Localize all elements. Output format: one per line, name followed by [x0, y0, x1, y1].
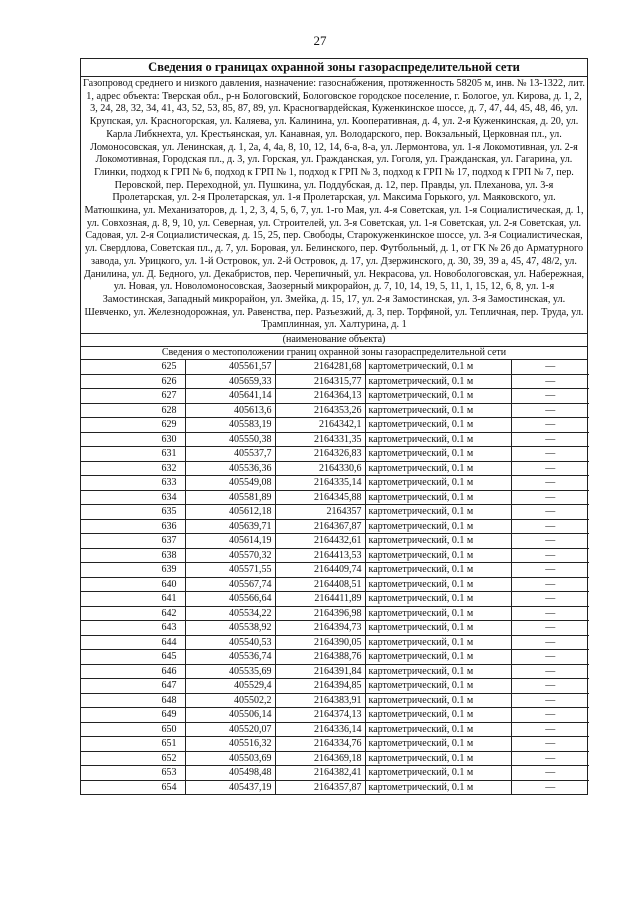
point-number: 650: [81, 722, 185, 737]
table-row: [81, 650, 589, 665]
table-row: [81, 635, 589, 650]
determination-method: картометрический, 0.1 м: [365, 621, 511, 636]
coordinate-x: 405612,18: [185, 505, 275, 520]
point-number: 647: [81, 679, 185, 694]
determination-method: картометрический, 0.1 м: [365, 577, 511, 592]
determination-method: картометрический, 0.1 м: [365, 432, 511, 447]
coordinate-y: 2164353,26: [275, 403, 365, 418]
empty-value-dash: —: [511, 476, 589, 491]
determination-method: картометрический, 0.1 м: [365, 505, 511, 520]
point-number: 626: [81, 374, 185, 389]
determination-method: картометрический, 0.1 м: [365, 447, 511, 462]
coordinate-x: 405614,19: [185, 534, 275, 549]
table-row: [81, 432, 589, 447]
table-row: [81, 577, 589, 592]
determination-method: картометрический, 0.1 м: [365, 534, 511, 549]
empty-value-dash: —: [511, 360, 589, 374]
empty-value-dash: —: [511, 461, 589, 476]
coordinate-x: 405503,69: [185, 751, 275, 766]
table-row: [81, 519, 589, 534]
empty-value-dash: —: [511, 722, 589, 737]
table-row: [81, 505, 589, 520]
coordinate-y: 2164409,74: [275, 563, 365, 578]
coordinate-x: 405536,74: [185, 650, 275, 665]
table-row: [81, 461, 589, 476]
empty-value-dash: —: [511, 635, 589, 650]
coordinate-x: 405567,74: [185, 577, 275, 592]
determination-method: картометрический, 0.1 м: [365, 592, 511, 607]
coordinate-x: 405498,48: [185, 766, 275, 781]
coordinate-x: 405437,19: [185, 780, 275, 794]
point-number: 627: [81, 389, 185, 404]
determination-method: картометрический, 0.1 м: [365, 461, 511, 476]
coordinate-y: 2164382,41: [275, 766, 365, 781]
table-row: [81, 722, 589, 737]
empty-value-dash: —: [511, 374, 589, 389]
coordinate-y: 2164281,68: [275, 360, 365, 374]
determination-method: картометрический, 0.1 м: [365, 563, 511, 578]
coordinate-y: 2164432,61: [275, 534, 365, 549]
coordinate-y: 2164411,89: [275, 592, 365, 607]
determination-method: картометрический, 0.1 м: [365, 708, 511, 723]
coordinate-x: 405537,7: [185, 447, 275, 462]
location-header: Сведения о местоположении границ охранной зоны газораспределительной сети: [81, 347, 587, 360]
point-number: 637: [81, 534, 185, 549]
coordinate-y: 2164413,53: [275, 548, 365, 563]
table-row: [81, 737, 589, 752]
empty-value-dash: —: [511, 751, 589, 766]
table-row: [81, 693, 589, 708]
coordinate-y: 2164394,85: [275, 679, 365, 694]
coordinate-y: 2164335,14: [275, 476, 365, 491]
coordinate-x: 405639,71: [185, 519, 275, 534]
empty-value-dash: —: [511, 606, 589, 621]
coordinate-y: 2164331,35: [275, 432, 365, 447]
coordinate-x: 405535,69: [185, 664, 275, 679]
coordinate-y: 2164408,51: [275, 577, 365, 592]
determination-method: картометрический, 0.1 м: [365, 766, 511, 781]
table-row: [81, 374, 589, 389]
empty-value-dash: —: [511, 693, 589, 708]
point-number: 625: [81, 360, 185, 374]
coordinates-table: [81, 360, 589, 794]
coordinate-x: 405571,55: [185, 563, 275, 578]
determination-method: картометрический, 0.1 м: [365, 650, 511, 665]
coordinate-y: 2164367,87: [275, 519, 365, 534]
table-row: [81, 389, 589, 404]
determination-method: картометрический, 0.1 м: [365, 693, 511, 708]
determination-method: картометрический, 0.1 м: [365, 722, 511, 737]
empty-value-dash: —: [511, 534, 589, 549]
coordinate-x: 405536,36: [185, 461, 275, 476]
object-description: Газопровод среднего и низкого давления, назначение: газоснабжения, протяженность 58205 м, инв. № 13-1322, лит. 1, адрес объекта: Тверская обл., р-н Бологовский, Бологовское городское поселение, г. Бологое, ул. Кирова, д. 1, 2, 3, 24, 28, 32, 34, 41, 43, 52, 53, 85, 87, 89, ул. Красногвардейская, Куженкинское шоссе, д. 7, 47, 44, 45, 48, 46, ул. Крупская, ул. Красногорская, ул. Каляева, ул. Калинина, ул. Кооперативная, д. 4, ул. 2-я Куженкинская, д. 20, ул. Карла Либкнехта, ул. Крестьянская, ул. Канавная, ул. Володарского, пер. Вокзальный, Церковная пл., ул. Ломоносовская, ул. Ленинская, д. 1, 2а, 4, 4а, 8, 10, 12, 14, 6-а, 8-а, ул. Лермонтова, ул. 1-я Локомотивная, ул. 2-я Локомотивная, Городская пл., д. 3, ул. Горская, ул. Гражданская, ул. Гоголя, ул. Гражданская, ул. Гагарина, ул. Глинки, подход к ГРП № 6, подход к ГРП № 1, подход к ГРП № 3, подход к ГРП № 17, подход к ГРП № 7, пер. Перовской, пер. Переходной, ул. Пушкина, ул. Поддубская, д. 12, пер. Правды, ул. Плеханова, ул. 3-я Пролетарская, ул. 2-я Пролетарская, ул. 1-я Пролетарская, ул. Максима Горького, ул. Маяковского, ул. Матюшкина, ул. Механизаторов, д. 1, 2, 3, 4, 5, 6, 7, ул. 1-го Мая, ул. 4-я Советская, ул. 1-я Социалистическая, д. 1, ул. Совхозная, д. 8, 9, 10, ул. Северная, ул. Строителей, ул. 3-я Советская, ул. 1-я Советская, ул. 2-я Советская, ул. Садовая, ул. 2-я Социалистическая, д. 15, 25, пер. Свободы, Старокуженкинское шоссе, ул. 3-я Социалистическая, ул. Свердлова, Советская пл., д. 7, ул. Боровая, ул. Белинского, пер. Футбольный, д. 1, от ГК № 26 до Арматурного завода, ул. Урицкого, ул. 1-й Островок, ул. 2-й Островок, д. 17, ул. Дзержинского, д. 30, 39, 39 а, 45, 47, 48/2, ул. Данилина, ул. Д. Бедного, ул. Декабристов, пер. Черепичный, ул. Некрасова, ул. Новобологовская, ул. Набережная, ул. Новая, ул. Новоломоносовская, Заозерный микрорайон, д. 7, 10, 14, 19, 5, 11, 1, 15, 12, 6, 8, ул. 1-я Замостинская, Западный микрорайон, ул. Змейка, д. 15, 17, ул. 2-я Замостинская, ул. 3-я Замостинская, ул. Шевченко, ул. Железнодорожная, ул. Равенства, пер. Разъезжий, д. 3, пер. Торфяной, ул. Тепличная, пер. Труда, ул. Трамплинная, ул. Халтурина, д. 1: [81, 77, 587, 334]
coordinate-x: 405534,22: [185, 606, 275, 621]
table-row: [81, 621, 589, 636]
coordinate-y: 2164390,05: [275, 635, 365, 650]
empty-value-dash: —: [511, 679, 589, 694]
table-row: [81, 403, 589, 418]
empty-value-dash: —: [511, 389, 589, 404]
determination-method: картометрический, 0.1 м: [365, 476, 511, 491]
coordinate-y: 2164391,84: [275, 664, 365, 679]
coordinate-x: 405659,33: [185, 374, 275, 389]
coordinate-x: 405516,32: [185, 737, 275, 752]
table-row: [81, 360, 589, 374]
coordinate-x: 405529,4: [185, 679, 275, 694]
empty-value-dash: —: [511, 432, 589, 447]
table-row: [81, 592, 589, 607]
point-number: 636: [81, 519, 185, 534]
table-row: [81, 563, 589, 578]
determination-method: картометрический, 0.1 м: [365, 751, 511, 766]
coordinate-y: 2164388,76: [275, 650, 365, 665]
coordinate-x: 405613,6: [185, 403, 275, 418]
empty-value-dash: —: [511, 621, 589, 636]
point-number: 649: [81, 708, 185, 723]
empty-value-dash: —: [511, 592, 589, 607]
coordinate-y: 2164334,76: [275, 737, 365, 752]
coordinate-y: 2164394,73: [275, 621, 365, 636]
table-row: [81, 606, 589, 621]
table-row: [81, 766, 589, 781]
determination-method: картометрический, 0.1 м: [365, 360, 511, 374]
coordinate-y: 2164383,91: [275, 693, 365, 708]
point-number: 654: [81, 780, 185, 794]
point-number: 645: [81, 650, 185, 665]
coordinate-y: 2164345,88: [275, 490, 365, 505]
determination-method: картометрический, 0.1 м: [365, 737, 511, 752]
point-number: 639: [81, 563, 185, 578]
table-row: [81, 664, 589, 679]
coordinate-x: 405561,57: [185, 360, 275, 374]
object-caption: (наименование объекта): [81, 334, 587, 347]
coordinate-x: 405506,14: [185, 708, 275, 723]
point-number: 642: [81, 606, 185, 621]
empty-value-dash: —: [511, 577, 589, 592]
point-number: 630: [81, 432, 185, 447]
point-number: 652: [81, 751, 185, 766]
coordinate-x: 405502,2: [185, 693, 275, 708]
point-number: 638: [81, 548, 185, 563]
coordinate-y: 2164369,18: [275, 751, 365, 766]
coordinate-x: 405570,32: [185, 548, 275, 563]
coordinate-y: 2164364,13: [275, 389, 365, 404]
determination-method: картометрический, 0.1 м: [365, 490, 511, 505]
empty-value-dash: —: [511, 519, 589, 534]
determination-method: картометрический, 0.1 м: [365, 664, 511, 679]
coordinate-x: 405581,89: [185, 490, 275, 505]
determination-method: картометрический, 0.1 м: [365, 635, 511, 650]
determination-method: картометрический, 0.1 м: [365, 679, 511, 694]
empty-value-dash: —: [511, 737, 589, 752]
coordinate-x: 405583,19: [185, 418, 275, 433]
coordinate-x: 405549,08: [185, 476, 275, 491]
coordinate-x: 405540,53: [185, 635, 275, 650]
table-row: [81, 447, 589, 462]
point-number: 653: [81, 766, 185, 781]
table-row: [81, 548, 589, 563]
determination-method: картометрический, 0.1 м: [365, 780, 511, 794]
coordinate-y: 2164336,14: [275, 722, 365, 737]
determination-method: картометрический, 0.1 м: [365, 519, 511, 534]
point-number: 641: [81, 592, 185, 607]
coordinate-y: 2164374,13: [275, 708, 365, 723]
coordinate-y: 2164315,77: [275, 374, 365, 389]
point-number: 651: [81, 737, 185, 752]
point-number: 640: [81, 577, 185, 592]
empty-value-dash: —: [511, 403, 589, 418]
table-row: [81, 476, 589, 491]
point-number: 629: [81, 418, 185, 433]
empty-value-dash: —: [511, 708, 589, 723]
coordinate-x: 405641,14: [185, 389, 275, 404]
point-number: 634: [81, 490, 185, 505]
point-number: 631: [81, 447, 185, 462]
coordinate-x: 405566,64: [185, 592, 275, 607]
coordinate-y: 2164396,98: [275, 606, 365, 621]
determination-method: картометрический, 0.1 м: [365, 374, 511, 389]
determination-method: картометрический, 0.1 м: [365, 548, 511, 563]
empty-value-dash: —: [511, 664, 589, 679]
empty-value-dash: —: [511, 563, 589, 578]
determination-method: картометрический, 0.1 м: [365, 418, 511, 433]
point-number: 635: [81, 505, 185, 520]
document-title: Сведения о границах охранной зоны газораспределительной сети: [81, 59, 587, 77]
empty-value-dash: —: [511, 490, 589, 505]
table-row: [81, 418, 589, 433]
empty-value-dash: —: [511, 548, 589, 563]
point-number: 646: [81, 664, 185, 679]
empty-value-dash: —: [511, 766, 589, 781]
coordinate-y: 2164330,6: [275, 461, 365, 476]
determination-method: картометрический, 0.1 м: [365, 389, 511, 404]
table-row: [81, 751, 589, 766]
table-row: [81, 780, 589, 794]
coordinate-y: 2164357,87: [275, 780, 365, 794]
point-number: 644: [81, 635, 185, 650]
point-number: 643: [81, 621, 185, 636]
coordinate-y: 2164357: [275, 505, 365, 520]
coordinate-y: 2164326,83: [275, 447, 365, 462]
table-row: [81, 490, 589, 505]
zone-boundary-document: [80, 58, 588, 795]
empty-value-dash: —: [511, 418, 589, 433]
point-number: 633: [81, 476, 185, 491]
empty-value-dash: —: [511, 447, 589, 462]
page-number: 27: [313, 33, 327, 48]
point-number: 648: [81, 693, 185, 708]
determination-method: картометрический, 0.1 м: [365, 606, 511, 621]
table-row: [81, 534, 589, 549]
table-row: [81, 679, 589, 694]
coordinate-x: 405538,92: [185, 621, 275, 636]
coordinates-table-body: [81, 360, 589, 794]
point-number: 632: [81, 461, 185, 476]
table-row: [81, 708, 589, 723]
determination-method: картометрический, 0.1 м: [365, 403, 511, 418]
coordinate-x: 405520,07: [185, 722, 275, 737]
empty-value-dash: —: [511, 780, 589, 794]
point-number: 628: [81, 403, 185, 418]
coordinate-x: 405550,38: [185, 432, 275, 447]
coordinate-y: 2164342,1: [275, 418, 365, 433]
empty-value-dash: —: [511, 650, 589, 665]
empty-value-dash: —: [511, 505, 589, 520]
